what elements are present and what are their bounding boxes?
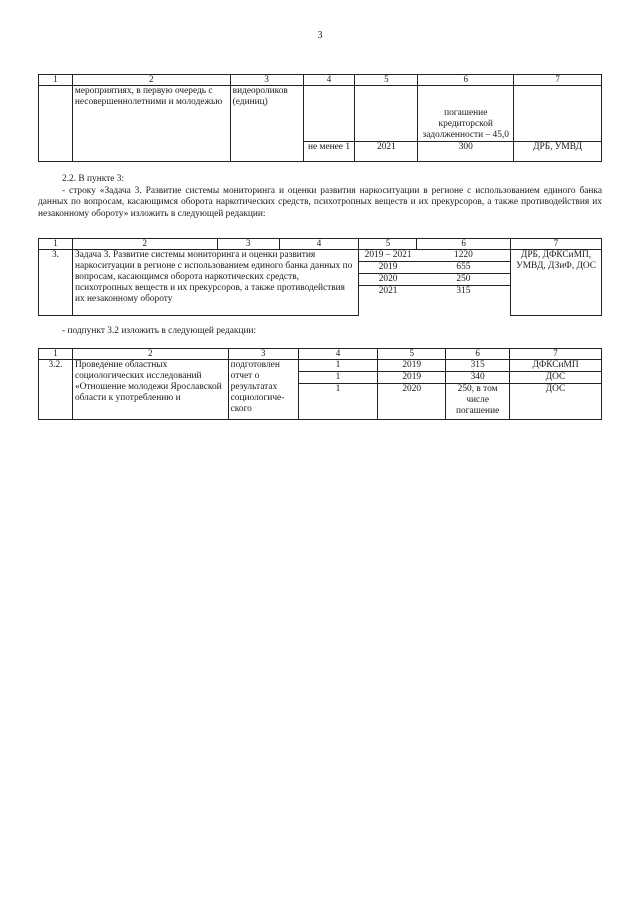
table-1 <box>38 74 602 162</box>
year-cell: 2021 <box>378 286 398 296</box>
debt-text: погашение кредиторской задолженности – 45,0 <box>418 86 514 142</box>
quantity-cell: 1 <box>298 372 378 384</box>
amount-cell: 1220 <box>417 250 510 262</box>
executor-cell: ДРБ, УМВД <box>514 142 602 162</box>
table-row <box>39 250 602 316</box>
result-text: подготовлен отчет о результатах социологиче-ского <box>228 360 298 420</box>
executor-cell: ДОС <box>510 372 602 384</box>
paragraph-2-2 <box>38 174 602 220</box>
executor-cell: ДФКСиМП <box>510 360 602 372</box>
page-number: 3 <box>317 30 323 41</box>
executor-cell: ДРБ, ДФКСиМП, УМВД, ДЗиФ, ДОС <box>511 250 602 316</box>
paragraph-text: - подпункт 3.2 изложить в следующей редакции: <box>62 326 257 336</box>
amount-cell: 300 <box>418 142 514 162</box>
amounts-list <box>417 250 510 297</box>
table-2 <box>38 238 602 316</box>
paragraph-text: - строку «Задача 3. Развитие системы мониторинга и оценки развития наркоситуации в регионе с использованием единого банка данных по вопросам, касающимся оборота наркотических средств, психотропных веществ и их прекурсоров, а также противодействия их незаконному обороту» изложить в следующей редакции: <box>38 185 602 219</box>
year-cell: 2021 <box>355 142 418 162</box>
year-cell: 2020 <box>359 274 416 286</box>
table-2-header: 1 2 3 4 5 6 7 <box>39 239 602 250</box>
amount-cell: 250 <box>417 274 510 286</box>
task-text: Задача 3. Развитие системы мониторинга и оценки развития наркоситуации в регионе с использованием единого банка данных по вопросам, касающимся оборота наркотических средств, психотропных веществ и их прекурсоров, а также противодействия их незаконному обороту <box>72 250 358 316</box>
executor-cell: ДОС <box>510 384 602 420</box>
paragraph-3-2 <box>38 326 602 338</box>
table-1-header: 1 2 3 4 5 6 7 <box>39 75 602 86</box>
activity-text: Проведение областных социологических исследований «Отношение молодежи Ярославской области к употреблению и <box>72 360 228 420</box>
activity-text: мероприятиях, в первую очередь с несовершеннолетними и молодежью <box>72 86 230 162</box>
quantity-cell: 1 <box>298 360 378 372</box>
table-3 <box>38 348 602 420</box>
amount-cell: 340 <box>446 372 510 384</box>
paragraph-heading: 2.2. В пункте 3: <box>62 174 125 184</box>
amount-cell: 315 <box>446 360 510 372</box>
amount-cell: 315 <box>456 286 471 296</box>
years-list <box>359 250 416 297</box>
row-number: 3.2. <box>39 360 73 420</box>
year-cell: 2019 <box>378 372 446 384</box>
year-cell: 2020 <box>378 384 446 420</box>
row-number: 3. <box>39 250 73 316</box>
table-row <box>39 86 602 142</box>
table-3-header: 1 2 3 4 5 6 7 <box>39 349 602 360</box>
indicator-text: видеороликов (единиц) <box>230 86 303 162</box>
quantity-cell: 1 <box>298 384 378 420</box>
amount-cell: 655 <box>417 262 510 274</box>
year-cell: 2019 <box>378 360 446 372</box>
year-cell: 2019 <box>359 262 416 274</box>
amount-cell: 250, в том числе погашение <box>446 384 510 420</box>
table-row <box>39 360 602 372</box>
quantity-cell: не менее 1 <box>303 142 355 162</box>
year-cell: 2019 – 2021 <box>359 250 416 262</box>
